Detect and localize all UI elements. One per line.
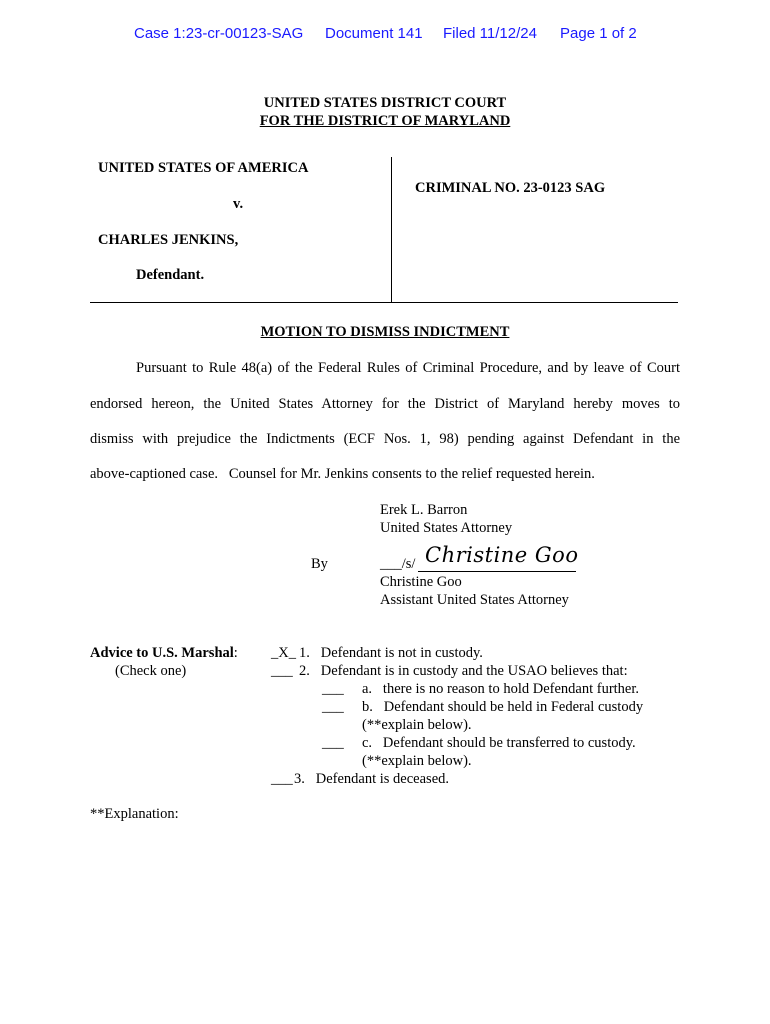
ecf-header (0, 25, 770, 45)
option-2c-blank: ___ (322, 735, 344, 751)
case-number: Case 1:23-cr-00123-SAG (134, 25, 304, 42)
marshal-label-row (90, 645, 238, 662)
option-1-blank: _X_ (271, 645, 296, 661)
option-2-text: 2. Defendant is in custody and the USAO believes that: (299, 663, 628, 679)
option-3-blank: ___ (271, 771, 293, 787)
marshal-label: Advice to U.S. Marshal (90, 645, 234, 661)
option-1-text: 1. Defendant is not in custody. (299, 645, 483, 661)
plaintiff-name: UNITED STATES OF AMERICA (98, 160, 309, 176)
signer-name: Christine Goo (380, 574, 462, 590)
caption-divider-vertical (391, 157, 392, 303)
option-2c-note: (**explain below). (362, 753, 472, 769)
attorney-title: United States Attorney (380, 520, 513, 536)
versus: v. (233, 196, 244, 212)
signature-line (418, 571, 576, 572)
page-indicator: Page 1 of 2 (560, 25, 637, 42)
criminal-number: CRIMINAL NO. 23-0123 SAG (415, 180, 606, 196)
court-name: UNITED STATES DISTRICT COURT (263, 95, 507, 111)
option-2b-blank: ___ (322, 699, 344, 715)
check-one-label: (Check one) (115, 663, 187, 679)
option-2a-text: a. there is no reason to hold Defendant further. (362, 681, 640, 697)
motion-line-4: above-captioned case. Counsel for Mr. Jenkins consents to the relief requested herein. (90, 466, 595, 482)
slash-s: ___/s/ (380, 556, 416, 572)
explanation-label: **Explanation: (90, 806, 179, 822)
motion-line-1: Pursuant to Rule 48(a) of the Federal Rules of Criminal Procedure, and by leave of Court (136, 360, 680, 376)
option-2b-text: b. Defendant should be held in Federal custody (362, 699, 644, 715)
handwritten-signature: Christine Goo (425, 543, 579, 567)
defendant-role: Defendant. (136, 267, 205, 283)
court-district: FOR THE DISTRICT OF MARYLAND (259, 113, 511, 129)
motion-title: MOTION TO DISMISS INDICTMENT (260, 324, 510, 340)
marshal-colon: : (233, 645, 238, 661)
option-3-text: 3. Defendant is deceased. (294, 771, 450, 787)
filed-date: Filed 11/12/24 (443, 25, 537, 42)
motion-line-2: endorsed hereon, the United States Attorney for the District of Maryland hereby moves to (90, 396, 680, 412)
option-2-blank: ___ (271, 663, 293, 679)
by-label: By (311, 556, 328, 572)
signer-title: Assistant United States Attorney (380, 592, 569, 608)
caption-divider-horizontal (90, 302, 678, 303)
option-2b-note: (**explain below). (362, 717, 472, 733)
motion-line-3: dismiss with prejudice the Indictments (ECF Nos. 1, 98) pending against Defendant in the (90, 431, 680, 447)
document-number: Document 141 (325, 25, 423, 42)
defendant-name: CHARLES JENKINS, (98, 232, 239, 248)
option-2c-text: c. Defendant should be transferred to custody. (362, 735, 636, 751)
attorney-name: Erek L. Barron (380, 502, 468, 518)
option-2a-blank: ___ (322, 681, 344, 697)
